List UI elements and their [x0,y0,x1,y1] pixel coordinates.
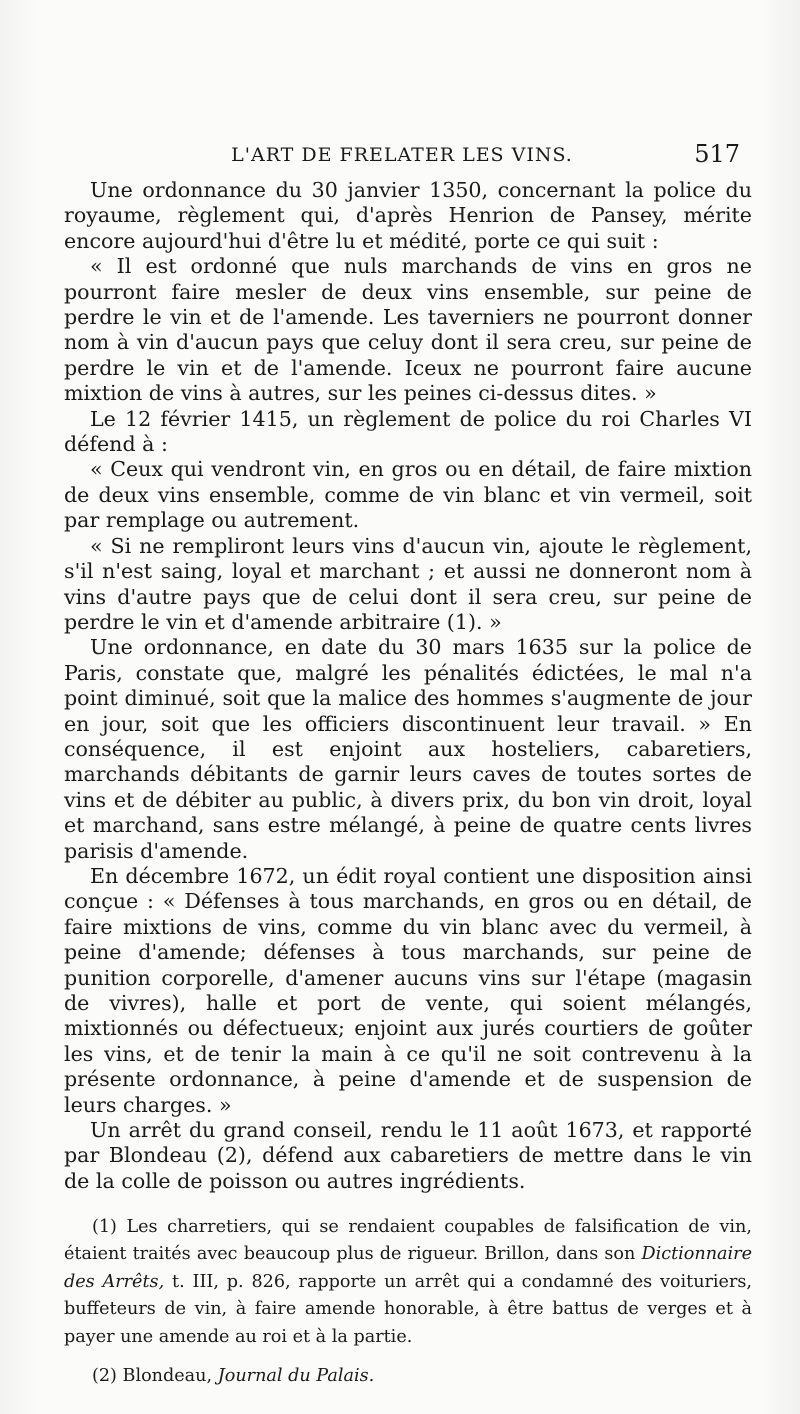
paragraph-reglement-1415: Le 12 février 1415, un règlement de police du roi Charles VI défend à : [64,406,752,457]
main-text [64,178,752,1194]
paragraph-arret-1673: Un arrêt du grand conseil, rendu le 11 août 1673, et rapporté par Blondeau (2), défend aux cabaretiers de mettre dans le vin de la colle de poisson ou autres ingrédients. [64,1118,752,1193]
page-number: 517 [694,140,740,168]
footnote-2 [64,1363,752,1390]
paragraph-edit-1672: En décembre 1672, un édit royal contient une disposition ainsi conçue : « Défenses à tous marchands, en gros ou en détail, de faire mixtions de vins, comme du vin blanc avec du vermeil, à peine d'amende; défenses à tous marchands, sur peine de punition corporelle, d'amener aucuns vins sur l'étape (magasin de vivres), halle et port de vente, qui soient mélangés, mixtionnés ou défectueux; enjoint aux jurés courtiers de goûter les vins, et de tenir la main à ce qu'il ne soit contrevenu à la présente ordonnance, à peine d'amende et de suspension de leurs charges. » [64,863,752,1117]
footnotes [64,1214,752,1390]
paragraph-quote-1350: « Il est ordonné que nuls marchands de vins en gros ne pourront faire mesler de deux vins ensemble, sur peine de perdre le vin et de l'amende. Les taverniers ne pourront donner nom à vin d'aucun pays que celuy dont il sera creu, sur peine de perdre le vin et de l'amende. Iceux ne pourront faire aucune mixtion de vins à autres, sur les peines ci-dessus dites. » [64,254,752,406]
footnote-2-text-start: (2) Blondeau, [92,1366,218,1387]
footnote-1-text-start: (1) Les charretiers, qui se rendaient coupables de falsification de vin, étaient traités avec beaucoup plus de rigueur. Brillon, dans son [64,1217,752,1265]
footnote-1-text-end: t. III, p. 826, rapporte un arrêt qui a condamné des voituriers, buffeteurs de vin, à faire amende honorable, à être battus de verges et à payer une amende au roi et à la partie. [64,1271,752,1347]
footnote-2-title: Journal du Palais. [217,1366,375,1387]
footnote-1-title: Dictionnaire des Arrêts, [64,1244,752,1292]
paragraph-ordonnance-1635: Une ordonnance, en date du 30 mars 1635 sur la police de Paris, constate que, malgré les pénalités édictées, le mal n'a point diminué, soit que la malice des hommes s'augmente de jour en jour, soit que les officiers discontinuent leur travail. » En conséquence, il est enjoint aux hosteliers, cabaretiers, marchands débitants de garnir leurs caves de toutes sortes de vins et de débiter au public, à divers prix, du bon vin droit, loyal et marchand, sans estre mélangé, à peine de quatre cents livres parisis d'amende. [64,635,752,863]
paragraph-ordonnance-1350: Une ordonnance du 30 janvier 1350, concernant la police du royaume, règlement qui, d'après Henrion de Pansey, mérite encore aujourd'hui d'être lu et médité, porte ce qui suit : [64,178,752,253]
paragraph-quote-1415-a: « Ceux qui vendront vin, en gros ou en détail, de faire mixtion de deux vins ensemble, comme de vin blanc et vin vermeil, soit par remplage ou autrement. [64,457,752,533]
footnote-1 [64,1214,752,1351]
paragraph-quote-1415-b: « Si ne rempliront leurs vins d'aucun vin, ajoute le règlement, s'il n'est saing, loyal et marchant ; et aussi ne donneront nom à vins d'autre pays que de celui dont il sera creu, sur peine de perdre le vin et d'amende arbitraire (1). » [64,533,752,634]
running-title: L'ART DE FRELATER LES VINS. [231,144,573,166]
page-header [64,140,740,170]
